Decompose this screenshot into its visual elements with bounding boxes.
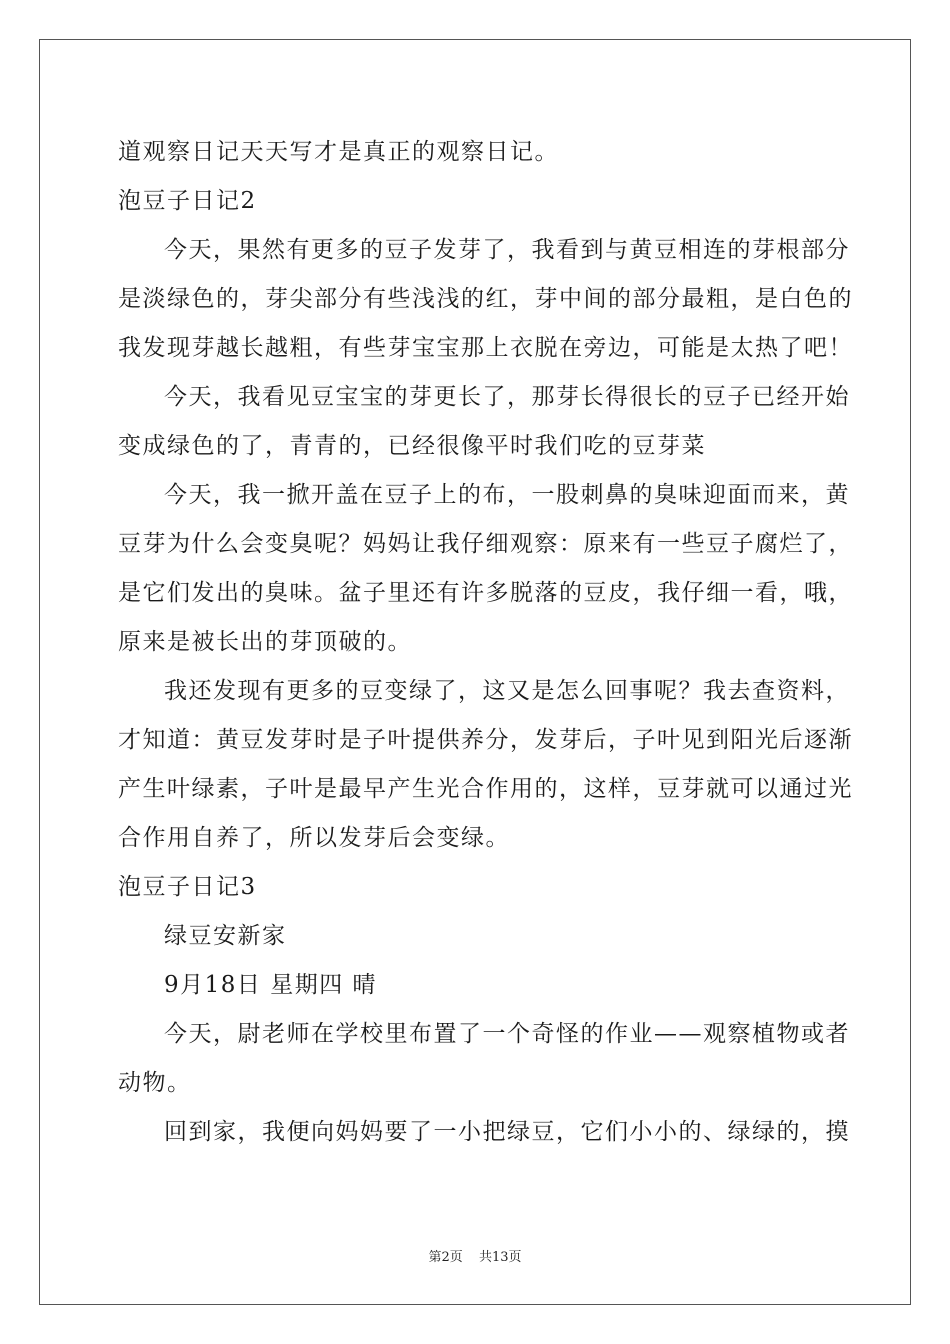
text-line: 产生叶绿素，子叶是最早产生光合作用的，这样，豆芽就可以通过光 — [118, 776, 853, 802]
page-total: 共13页 — [478, 1250, 522, 1265]
paragraph-start: 回到家，我便向妈妈要了一小把绿豆，它们小小的、绿绿的，摸 — [164, 1119, 850, 1145]
text-line: 变成绿色的了，青青的，已经很像平时我们吃的豆芽菜 — [118, 433, 706, 459]
section-heading: 泡豆子日记2 — [118, 188, 257, 214]
paragraph-start: 今天，果然有更多的豆子发芽了，我看到与黄豆相连的芽根部分 — [164, 237, 850, 263]
document-body — [118, 128, 853, 1157]
text-line: 是它们发出的臭味。盆子里还有许多脱落的豆皮，我仔细一看，哦， — [118, 580, 853, 606]
diary-title: 绿豆安新家 — [164, 923, 287, 949]
text-line: 是淡绿色的，芽尖部分有些浅浅的红，芽中间的部分最粗，是白色的 — [118, 286, 853, 312]
text-line: 动物。 — [118, 1070, 192, 1096]
text-line: 才知道：黄豆发芽时是子叶提供养分，发芽后，子叶见到阳光后逐渐 — [118, 727, 853, 753]
paragraph-start: 今天，尉老师在学校里布置了一个奇怪的作业——观察植物或者 — [164, 1021, 850, 1047]
paragraph-start: 今天，我看见豆宝宝的芽更长了，那芽长得很长的豆子已经开始 — [164, 384, 850, 410]
paragraph-start: 我还发现有更多的豆变绿了，这又是怎么回事呢？我去查资料， — [164, 678, 850, 704]
text-line: 道观察日记天天写才是真正的观察日记。 — [118, 139, 559, 165]
text-line: 原来是被长出的芽顶破的。 — [118, 629, 412, 655]
page-footer — [0, 1246, 950, 1265]
paragraph-start: 今天，我一掀开盖在豆子上的布，一股刺鼻的臭味迎面而来，黄 — [164, 482, 850, 508]
text-line: 豆芽为什么会变臭呢？妈妈让我仔细观察：原来有一些豆子腐烂了， — [118, 531, 853, 557]
text-line: 合作用自养了，所以发芽后会变绿。 — [118, 825, 510, 851]
page-number: 第2页 — [428, 1250, 463, 1265]
text-line: 我发现芽越长越粗，有些芽宝宝那上衣脱在旁边，可能是太热了吧！ — [118, 335, 853, 361]
diary-date: 9月18日 星期四 晴 — [164, 972, 378, 998]
section-heading: 泡豆子日记3 — [118, 874, 257, 900]
